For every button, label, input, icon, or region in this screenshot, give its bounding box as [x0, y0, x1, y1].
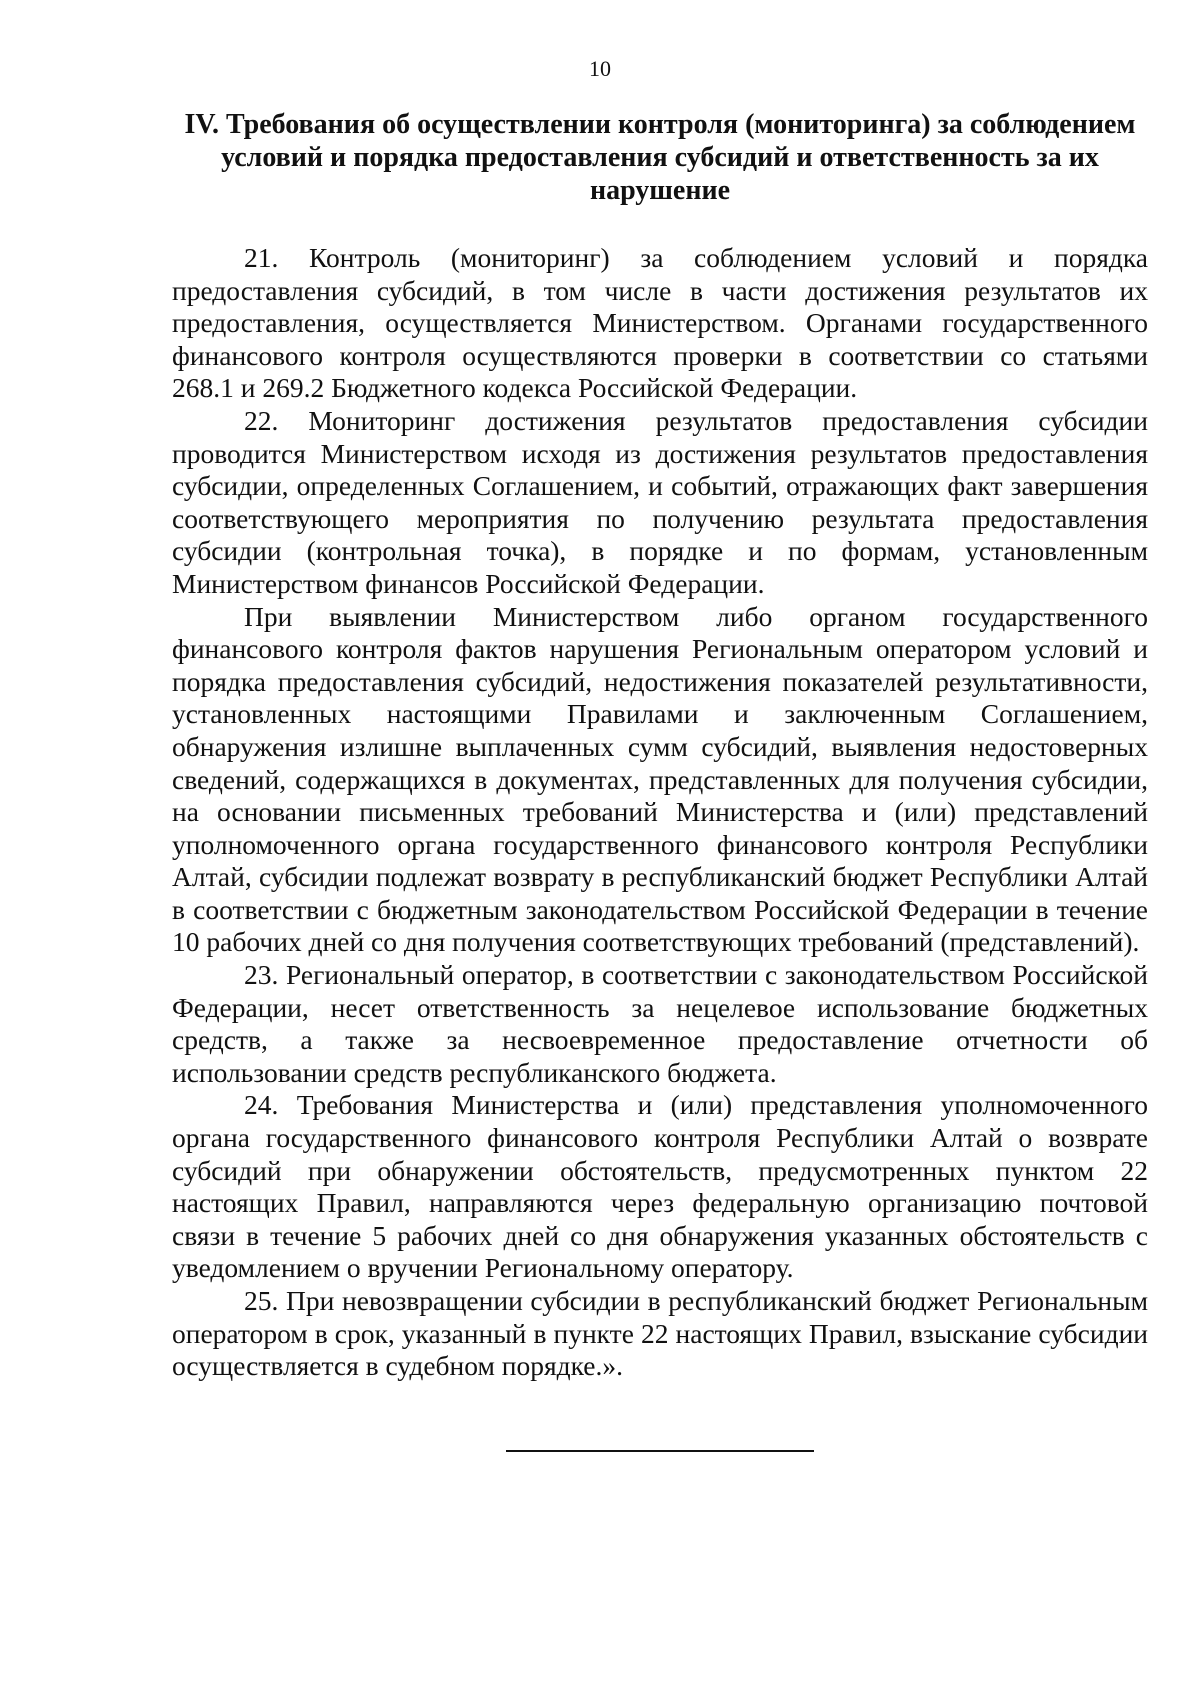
page-number: 10	[589, 56, 611, 81]
paragraph-23: 23. Региональный оператор, в соответствии с законодательством Российской Федерации, несет ответственность за нецелевое использование бюджетных средств, а также за несвоевременное предоставление отчетности об использовании средств республиканского бюджета.	[172, 959, 1148, 1088]
closing-divider-line	[506, 1450, 814, 1452]
paragraph-25: 25. При невозвращении субсидии в республиканский бюджет Региональным оператором в срок, указанный в пункте 22 настоящих Правил, взыскание субсидии осуществляется в судебном порядке.».	[172, 1285, 1148, 1382]
paragraph-22: 22. Мониторинг достижения результатов предоставления субсидии проводится Министерством исходя из достижения результатов предоставления субсидии, определенных Соглашением, и событий, отражающих факт завершения соответствующего мероприятия по получению результата предоставления субсидии (контрольная точка), в порядке и по формам, установленным Министерством финансов Российской Федерации.	[172, 404, 1148, 599]
document-body	[172, 242, 1148, 1383]
paragraph-22-refund-conditions: При выявлении Министерством либо органом государственного финансового контроля фактов нарушения Региональным оператором условий и порядка предоставления субсидий, недостижения показателей результативности, установленных настоящими Правилами и заключенным Соглашением, обнаружения излишне выплаченных сумм субсидий, выявления недостоверных сведений, содержащихся в документах, представленных для получения субсидии, на основании письменных требований Министерства и (или) представлений уполномоченного органа государственного финансового контроля Республики Алтай, субсидии подлежат возврату в республиканский бюджет Республики Алтай в соответствии с бюджетным законодательством Российской Федерации в течение 10 рабочих дней со дня получения соответствующих требований (представлений).	[172, 600, 1148, 958]
paragraph-24: 24. Требования Министерства и (или) представления уполномоченного органа государственного финансового контроля Республики Алтай о возврате субсидий при обнаружении обстоятельств, предусмотренных пунктом 22 настоящих Правил, направляются через федеральную организацию почтовой связи в течение 5 рабочих дней со дня обнаружения указанных обстоятельств с уведомлением о вручении Региональному оператору.	[172, 1089, 1148, 1284]
section-heading: IV. Требования об осуществлении контроля (мониторинга) за соблюдением условий и порядка предоставления субсидий и ответственность за их нарушение	[184, 109, 1136, 206]
paragraph-21: 21. Контроль (мониторинг) за соблюдением условий и порядка предоставления субсидий, в том числе в части достижения результатов их предоставления, осуществляется Министерством. Органами государственного финансового контроля осуществляются проверки в соответствии со статьями 268.1 и 269.2 Бюджетного кодекса Российской Федерации.	[172, 242, 1148, 404]
